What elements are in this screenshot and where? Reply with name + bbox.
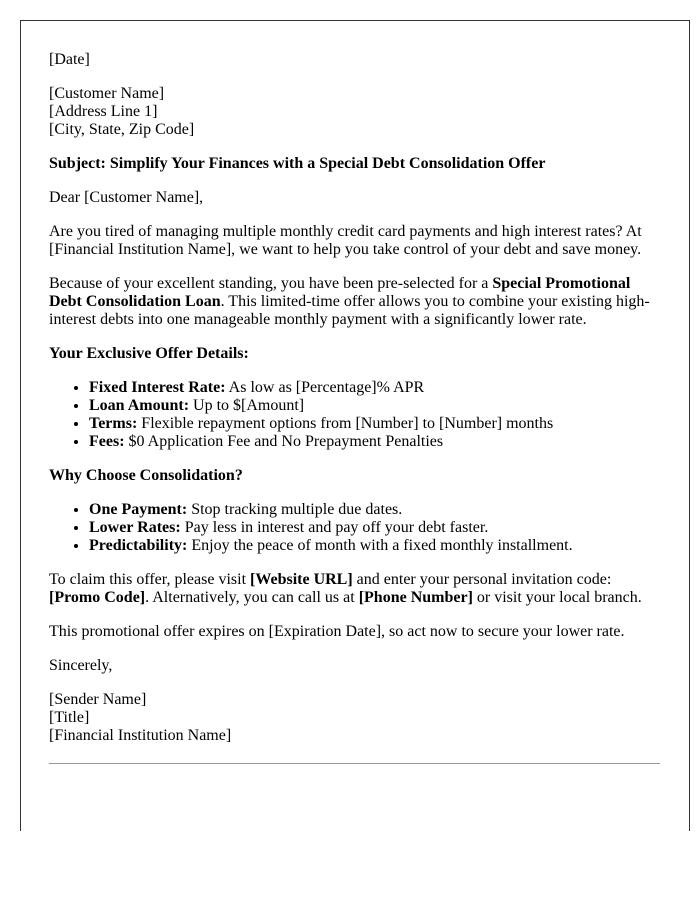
item-label: Predictability: xyxy=(89,537,188,554)
letter-date: [Date] xyxy=(49,51,90,68)
item-text: Stop tracking multiple due dates. xyxy=(187,501,403,518)
subject-line xyxy=(49,155,660,173)
claim-text: To claim this offer, please visit xyxy=(49,571,251,588)
list-item xyxy=(89,537,660,555)
item-label: Terms: xyxy=(89,415,138,432)
why-heading xyxy=(49,467,660,485)
expiry-paragraph: This promotional offer expires on [Expiration Date], so act now to secure your lower rate. xyxy=(49,623,625,640)
details-list xyxy=(49,379,660,451)
recipient-address-line1: [Address Line 1] xyxy=(49,103,158,120)
offer-name: Special Promotional Debt Consolidation Loan xyxy=(49,275,631,310)
why-list xyxy=(49,501,660,555)
offer-paragraph xyxy=(49,275,660,329)
sender-institution: [Financial Institution Name] xyxy=(49,727,232,744)
divider xyxy=(49,763,660,764)
item-text: $0 Application Fee and No Prepayment Penalties xyxy=(124,433,444,450)
list-item xyxy=(89,415,660,433)
why-heading-text: Why Choose Consolidation? xyxy=(49,467,243,484)
letter-page xyxy=(20,20,690,831)
item-text: Flexible repayment options from [Number] to [Number] months xyxy=(137,415,554,432)
recipient-city: [City, State, Zip Code] xyxy=(49,121,195,138)
details-heading-text: Your Exclusive Offer Details: xyxy=(49,345,249,362)
list-item xyxy=(89,519,660,537)
closing: Sincerely, xyxy=(49,657,113,674)
item-text: Pay less in interest and pay off your debt faster. xyxy=(180,519,489,536)
item-text: As low as [Percentage]% APR xyxy=(225,379,425,396)
item-label: Fees: xyxy=(89,433,125,450)
item-label: Fixed Interest Rate: xyxy=(89,379,226,396)
intro-paragraph: Are you tired of managing multiple monthly credit card payments and high interest rates? At [Financial Institution Name], we want to help you take control of your debt and save money. xyxy=(49,223,642,258)
claim-text: and enter your personal invitation code: xyxy=(352,571,612,588)
offer-text: . This limited-time offer allows you to combine your existing high-interest debts into one manageable monthly payment with a significantly lower rate. xyxy=(49,293,650,328)
offer-text: Because of your excellent standing, you have been pre-selected for a xyxy=(49,275,493,292)
recipient-name: [Customer Name] xyxy=(49,85,165,102)
item-label: One Payment: xyxy=(89,501,188,518)
signature-block xyxy=(49,691,660,745)
list-item xyxy=(89,501,660,519)
list-item xyxy=(89,397,660,415)
sender-name: [Sender Name] xyxy=(49,691,147,708)
recipient-address xyxy=(49,85,660,139)
details-heading xyxy=(49,345,660,363)
promo-code: [Promo Code] xyxy=(49,589,146,606)
claim-paragraph xyxy=(49,571,660,607)
list-item xyxy=(89,433,660,451)
list-item xyxy=(89,379,660,397)
greeting: Dear [Customer Name], xyxy=(49,189,204,206)
item-label: Lower Rates: xyxy=(89,519,181,536)
item-text: Enjoy the peace of month with a fixed monthly installment. xyxy=(187,537,573,554)
claim-text: or visit your local branch. xyxy=(472,589,642,606)
website-url: [Website URL] xyxy=(250,571,353,588)
subject-text: Subject: Simplify Your Finances with a Special Debt Consolidation Offer xyxy=(49,155,546,172)
phone-number: [Phone Number] xyxy=(358,589,473,606)
item-text: Up to $[Amount] xyxy=(189,397,305,414)
item-label: Loan Amount: xyxy=(89,397,190,414)
sender-title: [Title] xyxy=(49,709,90,726)
claim-text: . Alternatively, you can call us at xyxy=(145,589,359,606)
